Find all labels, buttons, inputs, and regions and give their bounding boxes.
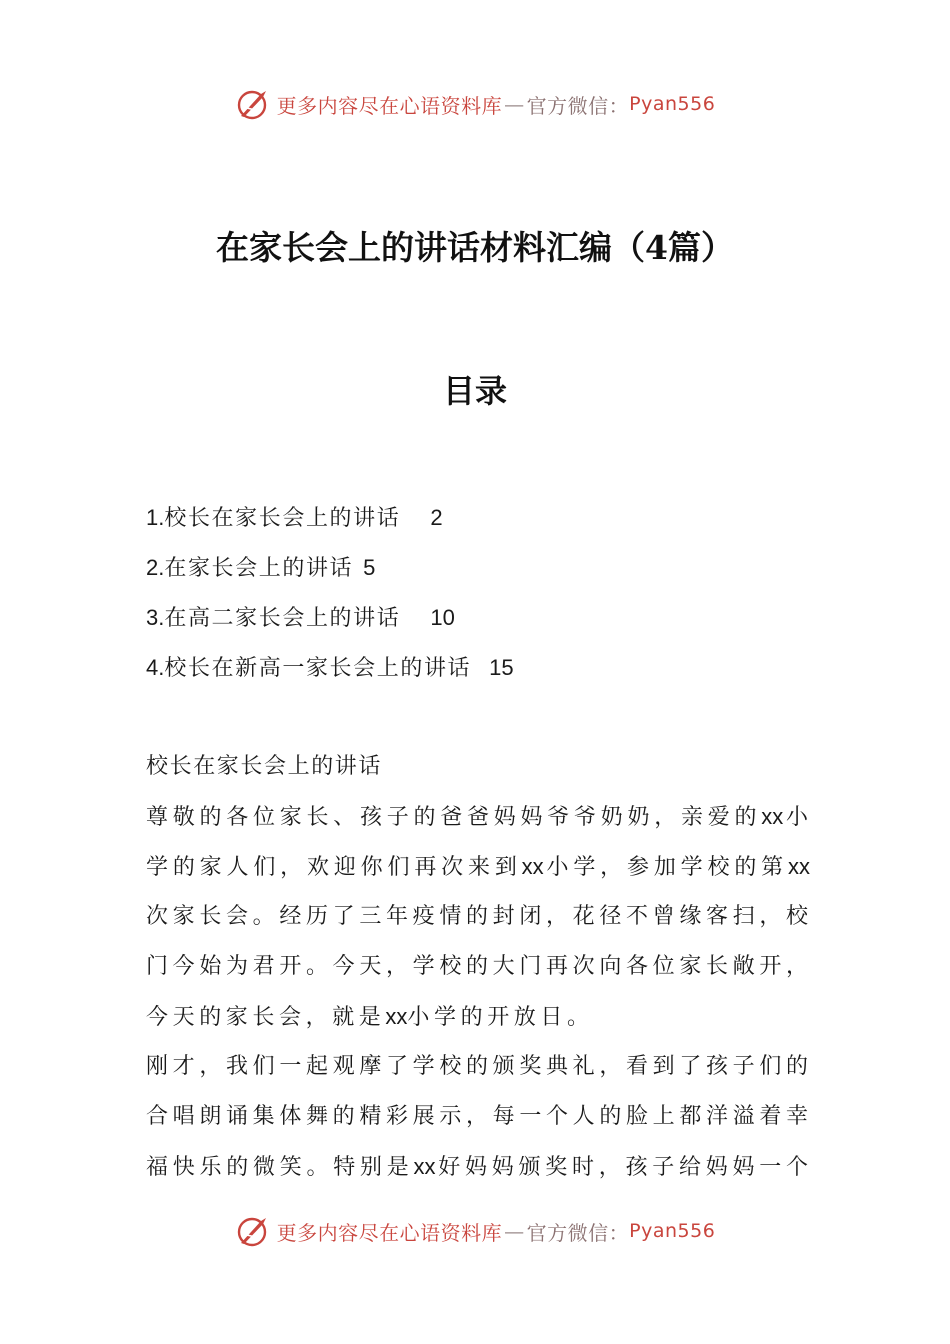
paragraph-line xyxy=(146,1096,810,1146)
toc-item-text: 校长在家长会上的讲话 xyxy=(164,506,401,531)
table-of-contents xyxy=(146,498,826,698)
document-body xyxy=(146,746,810,1196)
text-run: 刚才，我们一起观摩了学校的颁奖典礼，看到了孩子们的 xyxy=(146,1054,810,1079)
paragraph-line xyxy=(146,1146,810,1196)
text-run: 尊敬的各位家长、孩子的爸爸妈妈爷爷奶奶，亲爱的 xyxy=(146,805,762,830)
text-run: 福快乐的微笑。特别是 xyxy=(146,1155,414,1180)
section-title: 校长在家长会上的讲话 xyxy=(146,754,383,779)
toc-item[interactable] xyxy=(146,648,826,698)
toc-item-page: 15 xyxy=(489,655,514,680)
watermark-header xyxy=(0,84,950,124)
text-run: xx xyxy=(761,804,784,829)
paragraph-line xyxy=(146,796,810,846)
text-run: 小学的开放日。 xyxy=(407,1005,594,1030)
text-run: 好妈妈颁奖时，孩子给妈妈一个 xyxy=(435,1155,810,1180)
text-run: xx xyxy=(413,1154,436,1179)
watermark-wechat-id: Pyan556 xyxy=(629,1220,716,1242)
watermark-main-text: 更多内容尽在心语资料库 xyxy=(276,93,503,118)
paragraph-line xyxy=(146,996,810,1046)
paragraph-line xyxy=(146,846,810,896)
toc-item-text: 在家长会上的讲话 xyxy=(164,556,354,581)
toc-item-number: 2. xyxy=(146,555,165,580)
document-title: 在家长会上的讲话材料汇编（4篇） xyxy=(216,228,734,267)
toc-item-number: 4. xyxy=(146,655,165,680)
text-run: xx xyxy=(521,854,544,879)
watermark-footer xyxy=(0,1211,950,1251)
watermark-main-text: 更多内容尽在心语资料库 xyxy=(276,1220,503,1245)
toc-item[interactable] xyxy=(146,548,826,598)
quill-logo-icon xyxy=(235,1213,271,1249)
watermark-dash: — xyxy=(504,1219,525,1243)
text-run: 合唱朗诵集体舞的精彩展示，每一个人的脸上都洋溢着幸 xyxy=(146,1104,810,1129)
toc-item[interactable] xyxy=(146,498,826,548)
paragraph-line xyxy=(146,1046,810,1096)
toc-item[interactable] xyxy=(146,598,826,648)
watermark-dash: — xyxy=(504,92,525,116)
watermark-wechat-id: Pyan556 xyxy=(629,93,716,115)
text-run: 次家长会。经历了三年疫情的封闭，花径不曾缘客扫，校 xyxy=(146,904,810,929)
paragraph-line xyxy=(146,946,810,996)
toc-heading: 目录 xyxy=(442,372,507,410)
watermark-sub-text: 官方微信： xyxy=(526,93,630,118)
paragraph-line xyxy=(146,896,810,946)
watermark-sub-text: 官方微信： xyxy=(526,1220,630,1245)
toc-item-text: 校长在新高一家长会上的讲话 xyxy=(164,656,472,681)
toc-item-page: 10 xyxy=(430,605,455,630)
toc-item-number: 1. xyxy=(146,505,165,530)
quill-logo-icon xyxy=(235,86,271,122)
text-run: 小学，参加学校的第 xyxy=(543,855,788,880)
toc-item-page: 2 xyxy=(430,505,443,530)
toc-item-text: 在高二家长会上的讲话 xyxy=(164,606,401,631)
text-run: 门今始为君开。今天，学校的大门再次向各位家长敞开， xyxy=(146,954,810,979)
text-run: xx xyxy=(787,854,810,879)
toc-item-page: 5 xyxy=(363,555,376,580)
toc-item-number: 3. xyxy=(146,605,165,630)
text-run: xx xyxy=(385,1004,408,1029)
text-run: 学的家人们，欢迎你们再次来到 xyxy=(146,855,522,880)
text-run: 今天的家长会，就是 xyxy=(146,1005,386,1030)
text-run: 小 xyxy=(783,805,810,830)
